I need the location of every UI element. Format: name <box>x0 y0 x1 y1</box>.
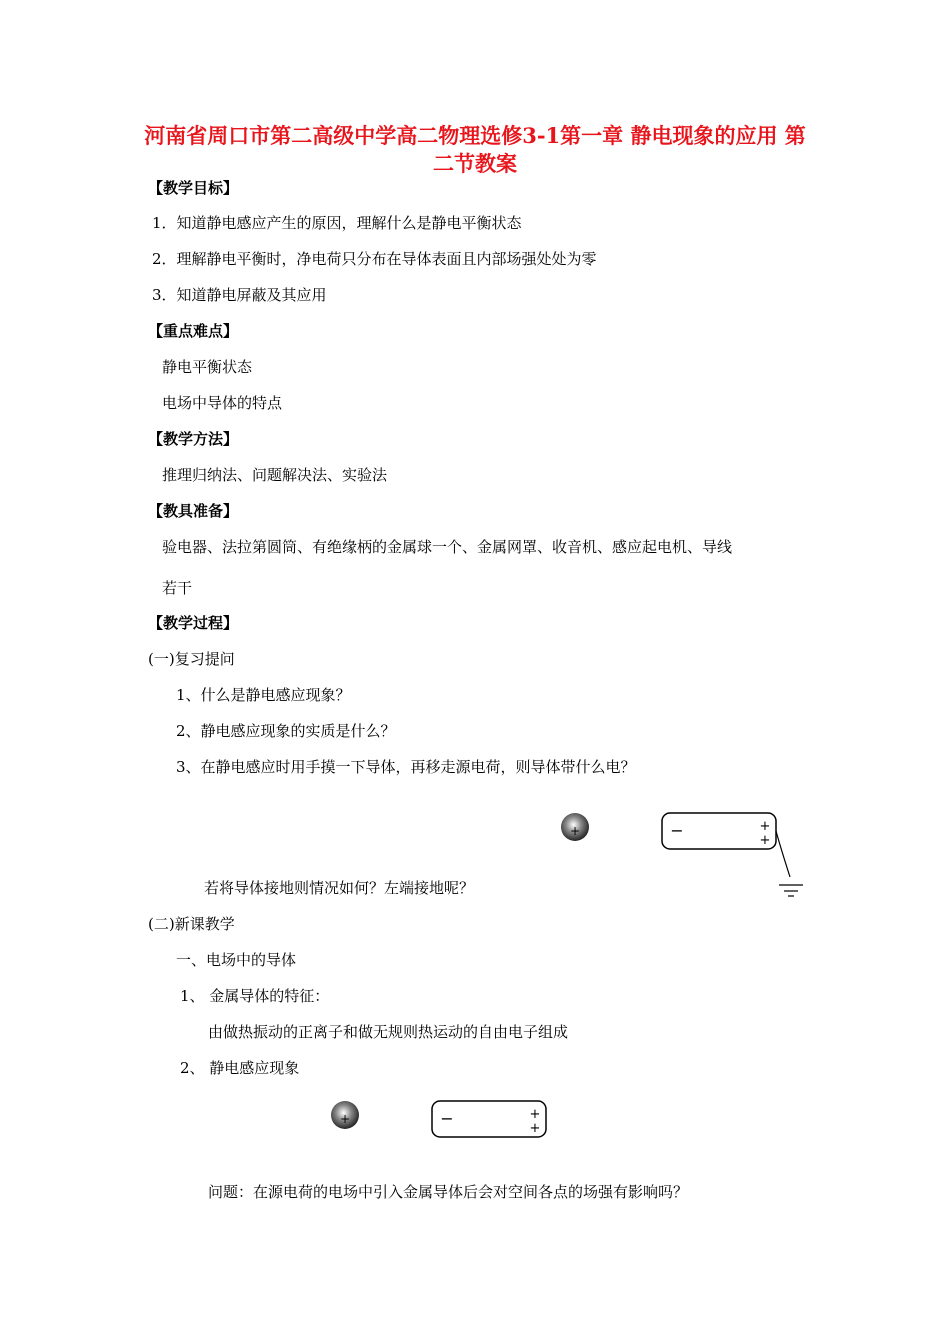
conductor-box <box>662 813 776 849</box>
new-lesson-question: 问题：在源电荷的电场中引入金属导体后会对空间各点的场强有影响吗？ <box>208 1183 689 1201</box>
new-lesson-heading: (二)新课教学 <box>148 915 235 933</box>
right-charge-sign-bottom: + <box>529 1121 541 1136</box>
review-question-2: 2、静电感应现象的实质是什么？ <box>176 722 396 740</box>
review-question-1: 1、什么是静电感应现象？ <box>176 686 351 704</box>
ground-symbol <box>776 831 803 896</box>
right-charge-sign-bottom: + <box>759 833 771 848</box>
process-header: 【教学过程】 <box>148 614 239 632</box>
materials-header: 【教具准备】 <box>148 502 239 520</box>
new-lesson-subheading: 一、电场中的导体 <box>176 951 297 969</box>
goal-item-3: 3．知道静电屏蔽及其应用 <box>152 286 327 304</box>
new-lesson-item-1: 1、 金属导体的特征： <box>180 987 330 1005</box>
review-question-3: 3、在静电感应时用手摸一下导体，再移走源电荷，则导体带什么电？ <box>176 758 636 776</box>
figure-grounded-conductor <box>555 805 815 900</box>
left-charge-sign: − <box>440 1109 454 1128</box>
methods-text: 推理归纳法、问题解决法、实验法 <box>162 466 388 484</box>
materials-text-line1: 验电器、法拉第圆筒、有绝缘柄的金属球一个、金属网罩、收音机、感应起电机、导线 <box>162 538 733 556</box>
review-followup: 若将导体接地则情况如何？左端接地呢？ <box>204 879 475 897</box>
charged-sphere <box>561 813 589 841</box>
key-point-1: 静电平衡状态 <box>162 358 253 376</box>
materials-text-line2: 若干 <box>162 579 193 597</box>
conductor-box <box>432 1101 546 1137</box>
right-charge-sign-top: + <box>759 819 771 834</box>
key-points-header: 【重点难点】 <box>148 322 239 340</box>
charged-sphere <box>331 1101 359 1129</box>
right-charge-sign-top: + <box>529 1107 541 1122</box>
sphere-sign: + <box>569 824 581 838</box>
review-heading: (一)复习提问 <box>148 650 235 668</box>
document-title: 河南省周口市第二高级中学高二物理选修3-1第一章 静电现象的应用 第二节教案 <box>144 123 806 176</box>
figure-induction <box>325 1095 555 1145</box>
goals-header: 【教学目标】 <box>148 179 239 197</box>
key-point-2: 电场中导体的特点 <box>162 394 283 412</box>
new-lesson-item-2: 2、 静电感应现象 <box>180 1059 300 1077</box>
left-charge-sign: − <box>670 821 684 840</box>
new-lesson-item-1-desc: 由做热振动的正离子和做无规则热运动的自由电子组成 <box>208 1023 569 1041</box>
methods-header: 【教学方法】 <box>148 430 239 448</box>
sphere-sign: + <box>339 1112 351 1126</box>
goal-item-1: 1．知道静电感应产生的原因，理解什么是静电平衡状态 <box>152 214 522 232</box>
goal-item-2: 2．理解静电平衡时，净电荷只分布在导体表面且内部场强处处为零 <box>152 250 597 268</box>
